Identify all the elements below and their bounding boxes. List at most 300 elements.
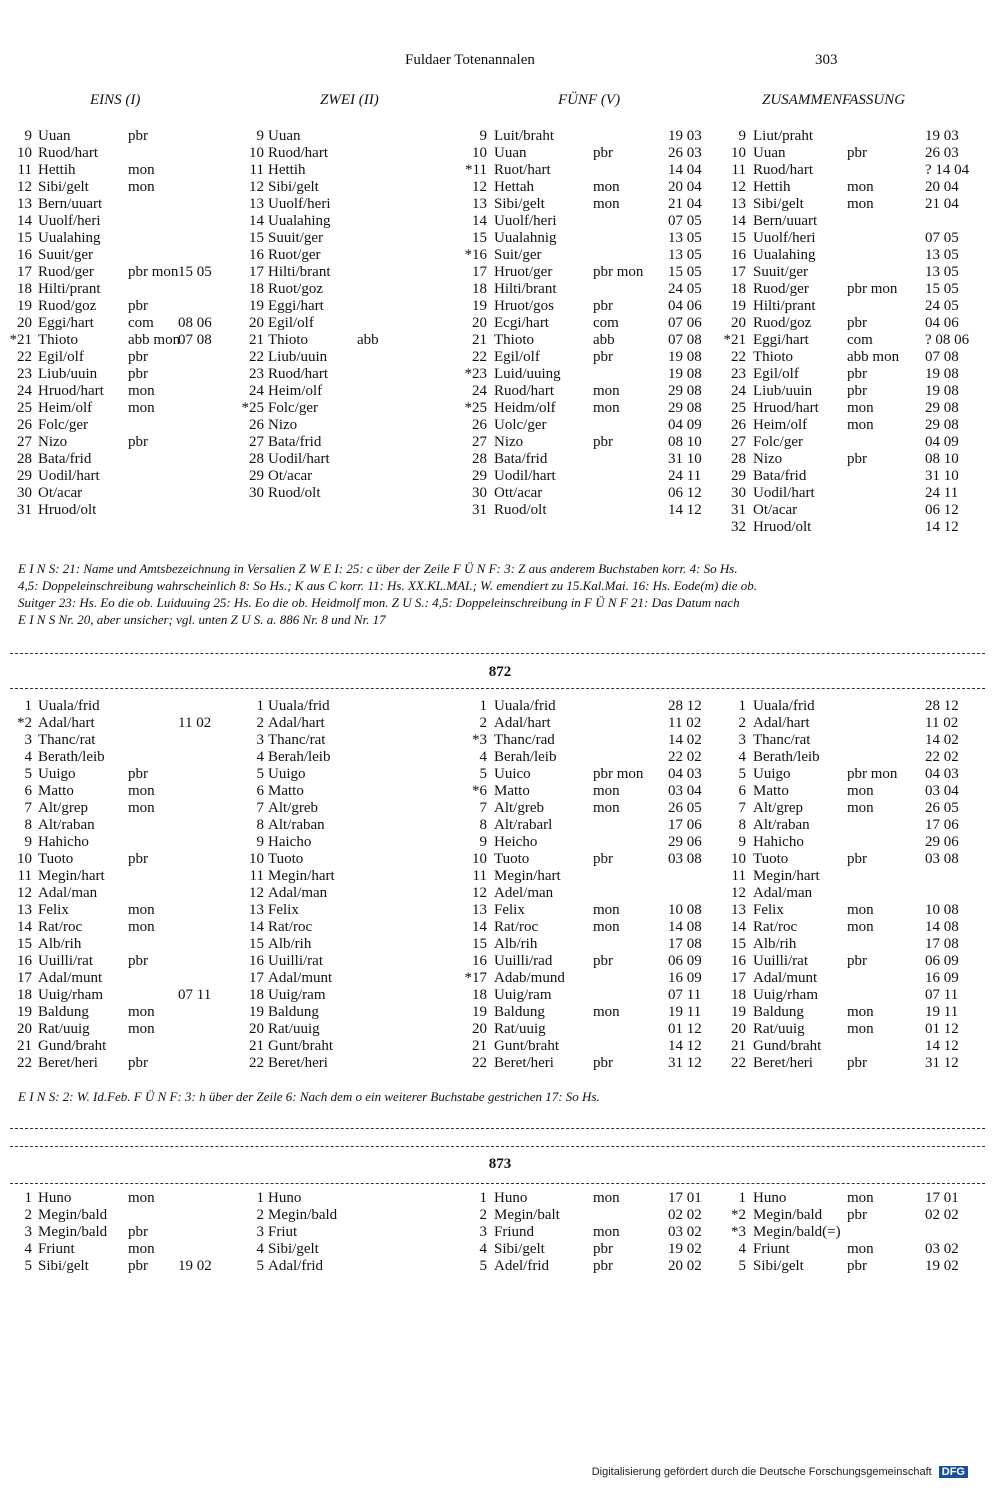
entry-date: 07 08 bbox=[178, 332, 212, 348]
entry-number: 1 bbox=[24, 1190, 32, 1206]
entry-name: Adal/man bbox=[753, 885, 813, 901]
entry-date: 04 03 bbox=[925, 766, 959, 782]
entry-number: 1 bbox=[479, 1190, 487, 1206]
entry-title: pbr mon bbox=[593, 264, 644, 280]
entry-number: 14 bbox=[17, 919, 32, 935]
entry-number: 18 bbox=[731, 281, 746, 297]
entry-date: 13 05 bbox=[668, 230, 702, 246]
entry-number: 13 bbox=[17, 196, 32, 212]
table-row bbox=[0, 1055, 1000, 1072]
entry-date: 03 08 bbox=[668, 851, 702, 867]
entry-name: Baldung bbox=[38, 1004, 89, 1020]
entry-number: 29 bbox=[249, 468, 264, 484]
entry-number: 17 bbox=[17, 970, 32, 986]
table-row bbox=[0, 1190, 1000, 1207]
entry-date: 07 11 bbox=[668, 987, 702, 1003]
entry-number: 3 bbox=[256, 732, 264, 748]
entry-number: 8 bbox=[256, 817, 264, 833]
entry-name: Beret/heri bbox=[494, 1055, 554, 1071]
entry-name: Alt/grep bbox=[38, 800, 88, 816]
table-row bbox=[0, 196, 1000, 213]
entry-name: Felix bbox=[38, 902, 69, 918]
entry-number: 1 bbox=[738, 1190, 746, 1206]
critical-apparatus bbox=[18, 1088, 980, 1105]
apparatus-line: E I N S: 21: Name und Amtsbezeichnung in Versalien Z W E I: 25: c über der Zeile F Ü N F: 3: Z aus anderem Buchstaben korr. 4: So Hs. bbox=[18, 561, 738, 576]
entry-title: mon bbox=[128, 800, 155, 816]
entry-name: Berath/leib bbox=[38, 749, 105, 765]
entry-number: 13 bbox=[249, 196, 264, 212]
entry-name: Adal/munt bbox=[38, 970, 103, 986]
entry-title: abb mon bbox=[128, 332, 181, 348]
entry-number: 17 bbox=[731, 264, 746, 280]
table-row bbox=[0, 434, 1000, 451]
entry-number: 15 bbox=[472, 230, 487, 246]
entry-name: Uuan bbox=[38, 128, 71, 144]
entry-name: Gund/braht bbox=[38, 1038, 107, 1054]
entry-date: 14 12 bbox=[668, 1038, 702, 1054]
entry-number: 16 bbox=[731, 247, 746, 263]
entry-date: 03 02 bbox=[925, 1241, 959, 1257]
entry-number: 2 bbox=[479, 1207, 487, 1223]
entry-number: *16 bbox=[464, 247, 487, 263]
entry-number: 22 bbox=[472, 1055, 487, 1071]
entry-name: Megin/hart bbox=[494, 868, 561, 884]
column-heading-zusammenfassung: ZUSAMMENFASSUNG bbox=[762, 92, 906, 108]
entry-date: 31 10 bbox=[925, 468, 959, 484]
entry-date: 24 11 bbox=[925, 485, 959, 501]
entry-name: Hruod/olt bbox=[753, 519, 812, 535]
dashed-rule bbox=[10, 688, 985, 689]
table-row bbox=[0, 953, 1000, 970]
entry-title: pbr bbox=[128, 953, 148, 969]
entry-number: 8 bbox=[24, 817, 32, 833]
entry-date: 06 12 bbox=[668, 485, 702, 501]
entry-name: Berath/leib bbox=[753, 749, 820, 765]
footer bbox=[592, 1466, 968, 1478]
entry-number: 20 bbox=[731, 315, 746, 331]
entry-name: Egil/olf bbox=[753, 366, 799, 382]
entry-number: 26 bbox=[249, 417, 264, 433]
entry-number: 3 bbox=[738, 732, 746, 748]
entry-number: 1 bbox=[256, 1190, 264, 1206]
entry-name: Uuala/frid bbox=[753, 698, 815, 714]
entry-name: Uuolf/heri bbox=[494, 213, 557, 229]
entry-number: *17 bbox=[464, 970, 487, 986]
entry-number: 15 bbox=[17, 230, 32, 246]
entry-name: Uuilli/rat bbox=[38, 953, 93, 969]
entry-number: 27 bbox=[472, 434, 487, 450]
entry-number: 14 bbox=[472, 919, 487, 935]
entry-name: Ot/acar bbox=[753, 502, 798, 518]
entry-number: 13 bbox=[249, 902, 264, 918]
entry-date: 11 02 bbox=[178, 715, 212, 731]
entry-title: pbr bbox=[847, 383, 867, 399]
entry-name: Bern/uuart bbox=[753, 213, 818, 229]
entry-name: Uuolf/heri bbox=[38, 213, 101, 229]
entry-title: mon bbox=[128, 162, 155, 178]
entry-title: mon bbox=[593, 800, 620, 816]
entry-name: Beret/heri bbox=[38, 1055, 98, 1071]
entry-title: com bbox=[593, 315, 619, 331]
year-heading: 872 bbox=[488, 664, 512, 680]
entry-title: mon bbox=[593, 1004, 620, 1020]
entry-date: 19 08 bbox=[925, 383, 959, 399]
entry-number: 16 bbox=[17, 247, 32, 263]
entry-name: Friund bbox=[494, 1224, 535, 1240]
entry-name: Luit/braht bbox=[494, 128, 554, 144]
entry-number: 25 bbox=[17, 400, 32, 416]
entry-name: Alt/grep bbox=[753, 800, 803, 816]
entry-number: 21 bbox=[249, 332, 264, 348]
entry-name: Ot/acar bbox=[38, 485, 83, 501]
entry-date: 19 11 bbox=[925, 1004, 959, 1020]
entry-name: Hettah bbox=[494, 179, 534, 195]
table-row bbox=[0, 1258, 1000, 1275]
entry-name: Alb/rih bbox=[268, 936, 312, 952]
entry-name: Hilti/brant bbox=[494, 281, 557, 297]
entry-name: Matto bbox=[268, 783, 304, 799]
entry-name: Uuilli/rat bbox=[268, 953, 323, 969]
entry-name: Liut/praht bbox=[753, 128, 813, 144]
table-row bbox=[0, 332, 1000, 349]
entry-date: 06 09 bbox=[668, 953, 702, 969]
entry-title: mon bbox=[847, 1241, 874, 1257]
entry-title: abb bbox=[593, 332, 615, 348]
entry-date: 17 06 bbox=[925, 817, 959, 833]
entry-title: mon bbox=[847, 417, 874, 433]
entry-title: mon bbox=[128, 179, 155, 195]
entry-name: Adal/hart bbox=[494, 715, 551, 731]
table-row bbox=[0, 315, 1000, 332]
entry-date: 04 06 bbox=[668, 298, 702, 314]
entry-number: 22 bbox=[249, 349, 264, 365]
entry-name: Friunt bbox=[38, 1241, 75, 1257]
table-row bbox=[0, 145, 1000, 162]
entry-name: Ruod/goz bbox=[753, 315, 812, 331]
entry-date: 28 12 bbox=[925, 698, 959, 714]
entry-date: 21 04 bbox=[668, 196, 702, 212]
entry-title: mon bbox=[593, 383, 620, 399]
entry-date: 24 05 bbox=[668, 281, 702, 297]
entry-date: 07 06 bbox=[668, 315, 702, 331]
table-row bbox=[0, 451, 1000, 468]
entry-number: 11 bbox=[17, 162, 32, 178]
entry-date: 17 01 bbox=[668, 1190, 702, 1206]
entry-name: Huno bbox=[268, 1190, 302, 1206]
entry-name: Bata/frid bbox=[268, 434, 322, 450]
entry-title: mon bbox=[593, 179, 620, 195]
entry-name: Alt/rabarl bbox=[494, 817, 553, 833]
entry-name: Adel/frid bbox=[494, 1258, 549, 1274]
entry-number: 1 bbox=[256, 698, 264, 714]
entry-title: pbr bbox=[593, 1258, 613, 1274]
entry-number: 10 bbox=[731, 851, 746, 867]
entry-number: 22 bbox=[472, 349, 487, 365]
table-row bbox=[0, 281, 1000, 298]
entry-name: Heim/olf bbox=[753, 417, 808, 433]
entry-title: pbr bbox=[128, 434, 148, 450]
table-row bbox=[0, 162, 1000, 179]
entry-name: Sibi/gelt bbox=[753, 1258, 804, 1274]
entry-title: pbr bbox=[128, 1055, 148, 1071]
table-row bbox=[0, 264, 1000, 281]
entry-name: Sibi/gelt bbox=[268, 1241, 319, 1257]
table-row bbox=[0, 383, 1000, 400]
entry-number: 17 bbox=[17, 264, 32, 280]
table-row bbox=[0, 1021, 1000, 1038]
entry-number: 11 bbox=[249, 162, 264, 178]
entry-date: 26 03 bbox=[668, 145, 702, 161]
entry-number: 12 bbox=[731, 179, 746, 195]
entry-date: 13 05 bbox=[668, 247, 702, 263]
entry-title: mon bbox=[593, 919, 620, 935]
entry-name: Matto bbox=[38, 783, 74, 799]
entry-number: 13 bbox=[731, 902, 746, 918]
entry-title: mon bbox=[847, 196, 874, 212]
entry-name: Ott/acar bbox=[494, 485, 543, 501]
entry-date: 03 08 bbox=[925, 851, 959, 867]
table-row bbox=[0, 519, 1000, 536]
entry-number: 19 bbox=[472, 1004, 487, 1020]
entry-title: mon bbox=[128, 783, 155, 799]
entry-date: 19 03 bbox=[668, 128, 702, 144]
entry-number: 12 bbox=[249, 179, 264, 195]
entry-title: mon bbox=[847, 783, 874, 799]
entry-number: 6 bbox=[256, 783, 264, 799]
table-row bbox=[0, 936, 1000, 953]
entry-number: 17 bbox=[249, 970, 264, 986]
table-row bbox=[0, 834, 1000, 851]
entry-title: mon bbox=[128, 1021, 155, 1037]
entry-name: Thanc/rat bbox=[753, 732, 811, 748]
entry-date: 10 08 bbox=[668, 902, 702, 918]
entry-date: 20 04 bbox=[925, 179, 959, 195]
entry-number: 11 bbox=[731, 868, 746, 884]
table-row bbox=[0, 919, 1000, 936]
entry-name: Eggi/hart bbox=[753, 332, 809, 348]
entry-title: pbr bbox=[847, 366, 867, 382]
entry-name: Uualahing bbox=[753, 247, 816, 263]
entry-name: Ruot/ger bbox=[268, 247, 321, 263]
entry-name: Uodil/hart bbox=[753, 485, 815, 501]
entry-title: mon bbox=[128, 400, 155, 416]
entry-title: pbr bbox=[128, 766, 148, 782]
entry-number: 10 bbox=[472, 145, 487, 161]
entry-number: 4 bbox=[738, 1241, 746, 1257]
table-row bbox=[0, 800, 1000, 817]
entry-title: pbr bbox=[847, 1207, 867, 1223]
entry-name: Ruod/ger bbox=[38, 264, 94, 280]
year-heading: 873 bbox=[488, 1156, 512, 1172]
entry-number: 24 bbox=[17, 383, 32, 399]
entry-name: Suuit/ger bbox=[753, 264, 808, 280]
entry-number: 3 bbox=[479, 1224, 487, 1240]
entry-title: com bbox=[128, 315, 154, 331]
entry-number: 28 bbox=[249, 451, 264, 467]
entry-name: Uuig/rham bbox=[753, 987, 818, 1003]
entry-title: mon bbox=[847, 919, 874, 935]
entry-date: 07 08 bbox=[668, 332, 702, 348]
entry-name: Rat/roc bbox=[268, 919, 313, 935]
entry-name: Sibi/gelt bbox=[494, 196, 545, 212]
entry-name: Tuoto bbox=[38, 851, 74, 867]
table-row bbox=[0, 485, 1000, 502]
entry-title: mon bbox=[128, 919, 155, 935]
entry-number: *3 bbox=[731, 1224, 746, 1240]
entry-name: Ruod/goz bbox=[38, 298, 97, 314]
entry-name: Adal/hart bbox=[38, 715, 95, 731]
entry-date: 19 08 bbox=[668, 349, 702, 365]
entry-name: Megin/hart bbox=[38, 868, 105, 884]
entry-title: mon bbox=[847, 1190, 874, 1206]
entry-name: Adal/man bbox=[268, 885, 328, 901]
entry-date: 03 02 bbox=[668, 1224, 702, 1240]
entry-number: 2 bbox=[738, 715, 746, 731]
entry-number: 4 bbox=[24, 749, 32, 765]
entry-number: 10 bbox=[472, 851, 487, 867]
entry-name: Rat/roc bbox=[494, 919, 539, 935]
entry-title: mon bbox=[847, 400, 874, 416]
entry-date: 14 08 bbox=[668, 919, 702, 935]
entry-name: Hahicho bbox=[753, 834, 804, 850]
entry-name: Luid/uuing bbox=[494, 366, 561, 382]
entry-title: pbr bbox=[847, 851, 867, 867]
entry-number: 26 bbox=[17, 417, 32, 433]
entry-name: Uuigo bbox=[268, 766, 306, 782]
entry-number: 19 bbox=[17, 298, 32, 314]
entry-name: Ruod/hart bbox=[38, 145, 98, 161]
entry-name: Uuala/frid bbox=[268, 698, 330, 714]
entry-name: Thanc/rad bbox=[494, 732, 555, 748]
entry-name: Egil/olf bbox=[268, 315, 314, 331]
entry-name: Beret/heri bbox=[753, 1055, 813, 1071]
entry-number: 19 bbox=[472, 298, 487, 314]
entry-name: Heidm/olf bbox=[494, 400, 556, 416]
entry-name: Ruot/goz bbox=[268, 281, 323, 297]
entry-date: 11 02 bbox=[925, 715, 959, 731]
entry-name: Folc/ger bbox=[268, 400, 318, 416]
entry-name: Folc/ger bbox=[753, 434, 803, 450]
entry-name: Adal/frid bbox=[268, 1258, 323, 1274]
entry-date: 03 04 bbox=[925, 783, 959, 799]
entry-name: Suuit/ger bbox=[38, 247, 93, 263]
entry-number: 15 bbox=[731, 230, 746, 246]
dashed-rule bbox=[10, 653, 985, 654]
entry-date: 16 09 bbox=[668, 970, 702, 986]
entry-number: 26 bbox=[472, 417, 487, 433]
entry-title: pbr bbox=[847, 1258, 867, 1274]
entry-name: Hruot/gos bbox=[494, 298, 554, 314]
entry-number: 4 bbox=[479, 749, 487, 765]
entry-number: 13 bbox=[17, 902, 32, 918]
entry-number: *2 bbox=[17, 715, 32, 731]
entry-number: *6 bbox=[472, 783, 487, 799]
entry-number: 17 bbox=[472, 264, 487, 280]
entry-number: 9 bbox=[256, 128, 264, 144]
entry-name: Adab/mund bbox=[494, 970, 565, 986]
entry-number: 31 bbox=[731, 502, 746, 518]
entry-number: 30 bbox=[249, 485, 264, 501]
entry-number: 7 bbox=[256, 800, 264, 816]
entry-name: Uuolf/heri bbox=[753, 230, 816, 246]
entry-number: 3 bbox=[24, 732, 32, 748]
entry-number: 20 bbox=[249, 1021, 264, 1037]
entry-date: 07 05 bbox=[668, 213, 702, 229]
entry-name: Megin/bald bbox=[753, 1207, 823, 1223]
entry-name: Thioto bbox=[753, 349, 793, 365]
entry-name: Nizo bbox=[753, 451, 783, 467]
entry-title: pbr bbox=[593, 434, 613, 450]
entry-title: pbr bbox=[593, 851, 613, 867]
entry-name: Rat/uuig bbox=[38, 1021, 90, 1037]
entry-name: Felix bbox=[494, 902, 525, 918]
entry-number: *21 bbox=[723, 332, 746, 348]
entry-number: 5 bbox=[479, 766, 487, 782]
entry-name: Ruod/hart bbox=[268, 366, 328, 382]
entry-title: abb bbox=[357, 332, 379, 348]
entry-number: 8 bbox=[479, 817, 487, 833]
entry-date: 29 08 bbox=[668, 400, 702, 416]
entry-number: 10 bbox=[249, 145, 264, 161]
entry-number: 19 bbox=[249, 1004, 264, 1020]
entry-date: 29 06 bbox=[668, 834, 702, 850]
entry-number: 21 bbox=[731, 1038, 746, 1054]
entry-name: Huno bbox=[494, 1190, 528, 1206]
table-row bbox=[0, 366, 1000, 383]
entry-name: Baldung bbox=[494, 1004, 545, 1020]
entry-name: Uodil/hart bbox=[268, 451, 330, 467]
entry-number: 9 bbox=[24, 834, 32, 850]
entry-date: 10 08 bbox=[925, 902, 959, 918]
entry-number: *11 bbox=[465, 162, 487, 178]
entry-number: 19 bbox=[17, 1004, 32, 1020]
entry-name: Hettih bbox=[268, 162, 306, 178]
entry-date: 19 03 bbox=[925, 128, 959, 144]
entry-name: Baldung bbox=[268, 1004, 319, 1020]
table-row bbox=[0, 766, 1000, 783]
entry-number: 28 bbox=[17, 451, 32, 467]
entry-name: Felix bbox=[268, 902, 299, 918]
entry-name: Megin/bald bbox=[268, 1207, 338, 1223]
entry-number: 11 bbox=[249, 868, 264, 884]
entry-name: Egil/olf bbox=[494, 349, 540, 365]
entry-number: 7 bbox=[479, 800, 487, 816]
entry-title: pbr bbox=[128, 851, 148, 867]
entry-name: Bern/uuart bbox=[38, 196, 103, 212]
entry-number: 11 bbox=[731, 162, 746, 178]
entry-date: 19 08 bbox=[925, 366, 959, 382]
entry-name: Haicho bbox=[268, 834, 312, 850]
entry-name: Uuan bbox=[753, 145, 786, 161]
entry-number: 13 bbox=[472, 902, 487, 918]
table-row bbox=[0, 851, 1000, 868]
footer-text: Digitalisierung gefördert durch die Deutsche Forschungsgemeinschaft bbox=[591, 1466, 932, 1478]
entry-title: pbr bbox=[128, 366, 148, 382]
entry-name: Uodil/hart bbox=[38, 468, 100, 484]
entry-title: pbr bbox=[847, 451, 867, 467]
entry-title: pbr bbox=[593, 145, 613, 161]
entry-name: Ruod/hart bbox=[494, 383, 554, 399]
entry-date: 19 02 bbox=[925, 1258, 959, 1274]
table-row bbox=[0, 230, 1000, 247]
entry-name: Berah/leib bbox=[494, 749, 557, 765]
entry-name: Alb/rih bbox=[494, 936, 538, 952]
page-number: 303 bbox=[815, 52, 838, 68]
entry-title: mon bbox=[128, 902, 155, 918]
entry-title: com bbox=[847, 332, 873, 348]
entry-name: Felix bbox=[753, 902, 784, 918]
critical-apparatus bbox=[18, 560, 980, 628]
